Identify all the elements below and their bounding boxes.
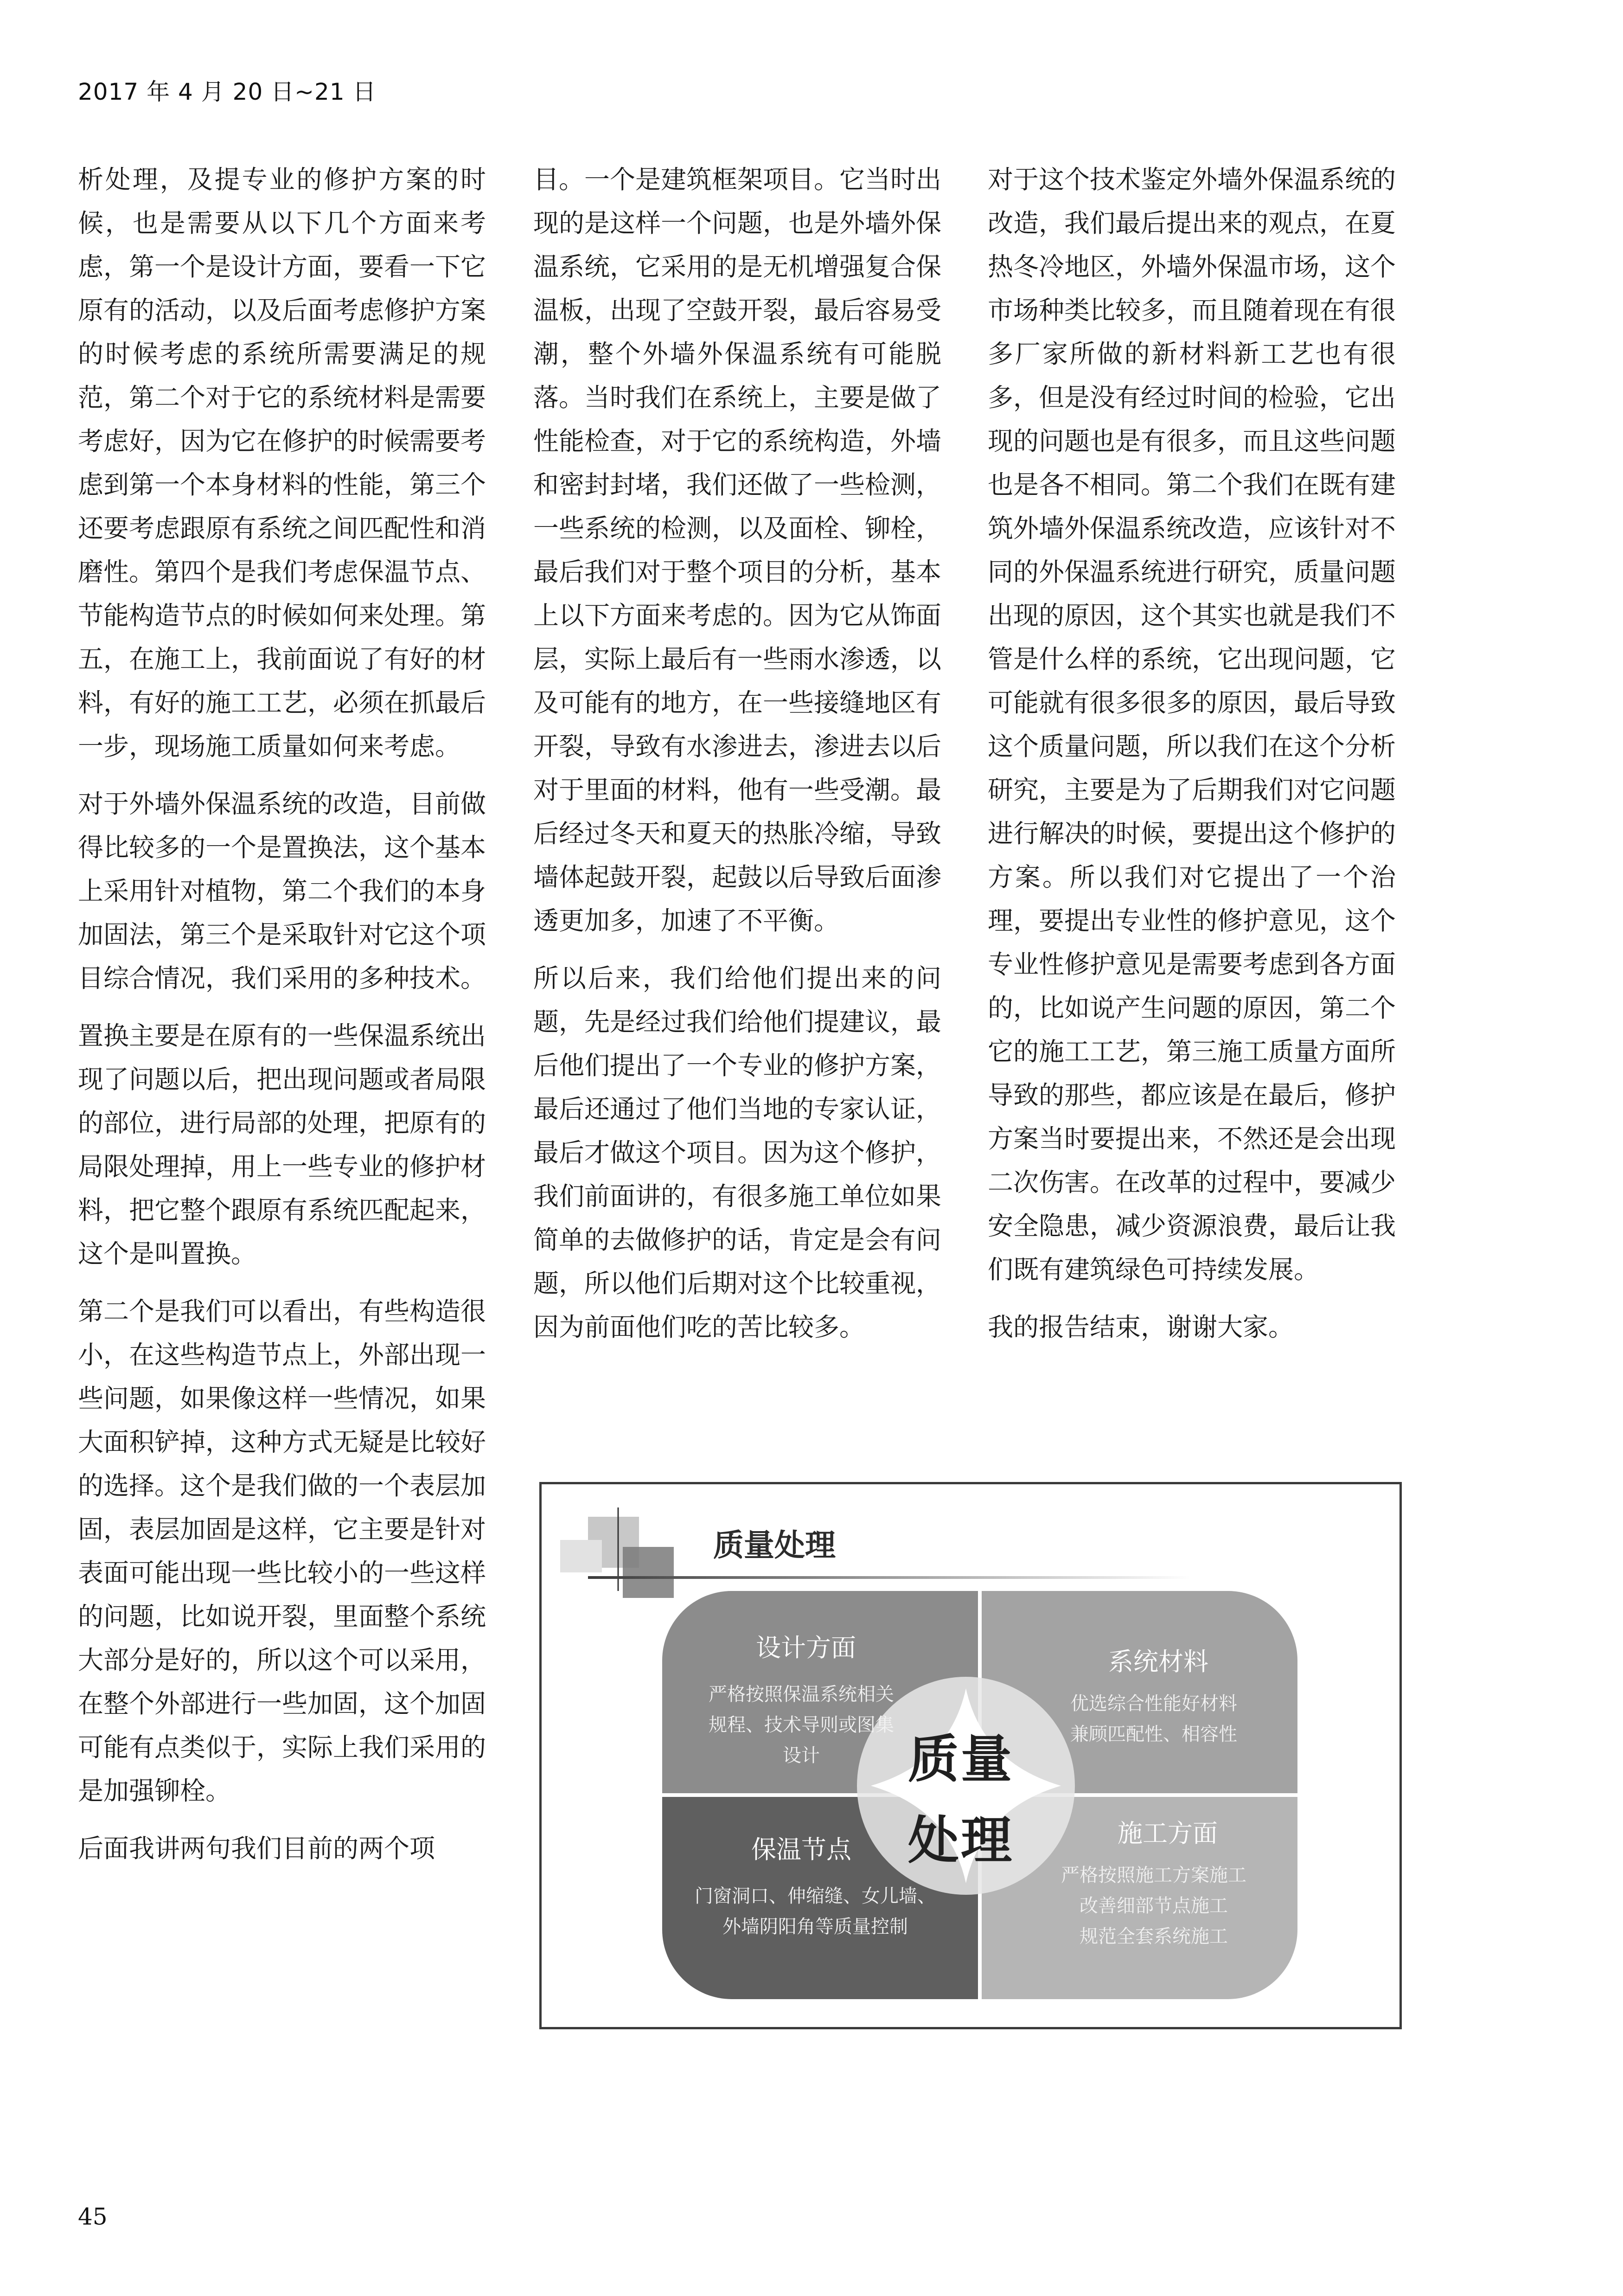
title-deco-square-dark [623,1547,674,1598]
center-text-treatment: 处理 [908,1810,1014,1870]
paragraph: 对于这个技术鉴定外墙外保温系统的改造，我们最后提出来的观点，在夏热冬冷地区，外墙外保温市场，这个市场种类比较多，而且随着现在有很多厂家所做的新材料新工艺也有很多，但是没有经过时间的检验，它出现的问题也是有很多，而且这些问题也是各不相同。第二个我们在既有建筑外墙外保温系统改造，应该针对不同的外保温系统进行研究，质量问题出现的原因，这个其实也就是我们不管是什么样的系统，它出现问题，它可能就有很多很多的原因，最后导致这个质量问题，所以我们在这个分析研究，主要是为了后期我们对它问题进行解决的时候，要提出这个修护的方案。所以我们对它提出了一个治理，要提出专业性的修护意见，这个专业性修护意见是需要考虑到各方面的，比如说产生问题的原因，第二个它的施工工艺，第三施工质量方面所导致的那些，都应该是在最后，修护方案当时要提出来，不然还是会出现二次伤害。在改革的过程中，要减少安全隐患，减少资源浪费，最后让我们既有建筑绿色可持续发展。 [988,165,1396,1284]
quadrant-line: 严格按照施工方案施工 [1061,1865,1246,1886]
page-number: 45 [78,2203,108,2230]
paragraph: 对于外墙外保温系统的改造，目前做得比较多的一个是置换法，这个基本上采用针对植物，第二个我们的本身加固法，第三个是采取针对它这个项目综合情况，我们采用的多种技术。 [78,789,486,993]
figure-title: 质量处理 [713,1527,836,1563]
text-column-3 [988,158,1396,1452]
text-column-2 [533,158,941,1452]
paragraph: 后面我讲两句我们目前的两个项 [78,1834,435,1863]
quadrant-body-nodes [667,1881,964,1942]
title-underline [588,1576,1191,1579]
quadrant-line: 改善细部节点施工 [1080,1895,1228,1917]
quadrant-line: 严格按照保温系统相关 [709,1684,894,1705]
paragraph: 所以后来，我们给他们提出来的问题，先是经过我们给他们提建议，最后他们提出了一个专业的修护方案，最后还通过了他们当地的专家认证，最后才做这个项目。因为这个修护，我们前面讲的，有很多施工单位如果简单的去做修护的话，肯定是会有问题，所以他们后期对这个比较重视，因为前面他们吃的苦比较多。 [533,963,941,1342]
quadrant-line: 外墙阴阳角等质量控制 [722,1916,908,1937]
paragraph: 第二个是我们可以看出，有些构造很小，在这些构造节点上，外部出现一些问题，如果像这样一些情况，如果大面积铲掉，这种方式无疑是比较好的选择。这个是我们做的一个表层加固，表层加固是这样，它主要是针对表面可能出现一些比较小的一些这样的问题，比如说开裂，里面整个系统大部分是好的，所以这个可以采用，在整个外部进行一些加固，这个加固可能有点类似于，实际上我们采用的是加强铆栓。 [78,1296,486,1806]
quadrant-line: 规范全套系统施工 [1080,1926,1228,1947]
paragraph: 析处理，及提专业的修护方案的时候，也是需要从以下几个方面来考虑，第一个是设计方面，要看一下它原有的活动，以及后面考虑修护方案的时候考虑的系统所需要满足的规范，第二个对于它的系统材料是需要考虑好，因为它在修护的时候需要考虑到第一个本身材料的性能，第三个还要考虑跟原有系统之间匹配性和消磨性。第四个是我们考虑保温节点、节能构造节点的时候如何来处理。第五，在施工上，我前面说了有好的材料，有好的施工工艺，必须在抓最后一步，现场施工质量如何来考虑。 [78,165,486,761]
quadrant-title-nodes: 保温节点 [751,1835,851,1864]
quadrant-line: 门窗洞口、伸缩缝、女儿墙、 [695,1886,936,1907]
quadrant-body-construction [1024,1860,1284,1952]
quadrant-line: 设计 [783,1745,820,1766]
paragraph: 目。一个是建筑框架项目。它当时出现的是这样一个问题，也是外墙外保温系统，它采用的是无机增强复合保温板，出现了空鼓开裂，最后容易受潮，整个外墙外保温系统有可能脱落。当时我们在系统上，主要是做了性能检查，对于它的系统构造，外墙和密封封堵，我们还做了一些检测，一些系统的检测，以及面栓、铆栓，最后我们对于整个项目的分析，基本上以下方面来考虑的。因为它从饰面层，实际上最后有一些雨水渗透，以及可能有的地方，在一些接缝地区有开裂，导致有水渗进去，渗进去以后对于里面的材料，他有一些受潮。最后经过冬天和夏天的热胀冷缩，导致墙体起鼓开裂，起鼓以后导致后面渗透更加多，加速了不平衡。 [533,165,941,936]
paragraph: 我的报告结束，谢谢大家。 [988,1312,1294,1342]
center-text-quality: 质量 [908,1729,1014,1789]
quadrant-title-materials: 系统材料 [1108,1647,1208,1676]
quadrant-title-design: 设计方面 [756,1633,856,1662]
quadrant-body-design [667,1679,936,1771]
header-date: 2017 年 4 月 20 日~21 日 [78,78,377,105]
quality-diagram-figure [539,1482,1402,2029]
quadrant-body-materials [1024,1688,1284,1750]
text-column-1 [78,158,486,1884]
paragraph: 置换主要是在原有的一些保温系统出现了问题以后，把出现问题或者局限的部位，进行局部的处理，把原有的局限处理掉，用上一些专业的修护材料，把它整个跟原有系统匹配起来，这个是叫置换。 [78,1021,486,1269]
quadrant-line: 规程、技术导则或图集 [709,1714,894,1736]
quadrant-line: 兼顾匹配性、相容性 [1070,1724,1237,1745]
title-deco-square-mid [560,1540,602,1572]
quadrant-line: 优选综合性能好材料 [1070,1693,1237,1714]
quadrant-title-construction: 施工方面 [1118,1819,1218,1848]
